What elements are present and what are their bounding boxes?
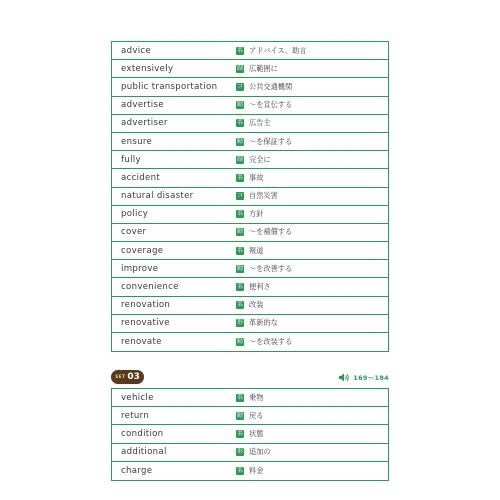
english-term: ensure	[121, 136, 153, 147]
vocab-row	[112, 444, 388, 462]
part-of-speech-badge: 副	[236, 64, 243, 72]
japanese-meaning: ～を保証する	[249, 136, 293, 146]
vocab-row	[112, 42, 388, 60]
english-term: advice	[121, 45, 152, 56]
part-of-speech-badge: 動	[236, 264, 243, 272]
japanese-meaning: ～を補償する	[249, 227, 293, 237]
vocab-row	[112, 60, 388, 78]
japanese-meaning: 革新的な	[249, 318, 278, 328]
part-of-speech-badge: 名	[236, 173, 243, 181]
vocab-row	[112, 407, 388, 425]
part-of-speech-badge: 名	[236, 466, 243, 474]
part-of-speech-badge: 名	[236, 210, 243, 218]
part-of-speech-badge: 動	[236, 338, 243, 346]
vocab-table-1	[111, 41, 389, 352]
part-of-speech-badge: 形	[236, 319, 243, 327]
part-of-speech-badge: 名	[236, 301, 243, 309]
vocab-row	[112, 115, 388, 133]
vocab-row	[112, 206, 388, 224]
english-term: convenience	[121, 282, 179, 293]
english-term: public transportation	[121, 81, 218, 92]
vocab-row	[112, 169, 388, 187]
audio-track-range: 169～184	[353, 373, 389, 382]
part-of-speech-badge: 名	[236, 429, 243, 437]
english-term: fully	[121, 154, 141, 165]
vocab-row	[112, 188, 388, 206]
japanese-meaning: 戻る	[249, 410, 264, 420]
japanese-meaning: 料金	[249, 465, 264, 475]
japanese-meaning: 広範囲に	[249, 63, 278, 73]
japanese-meaning: 完全に	[249, 154, 271, 164]
japanese-meaning: 自然災害	[249, 191, 278, 201]
english-term: vehicle	[121, 392, 154, 403]
english-term: policy	[121, 209, 149, 220]
vocab-table-2	[111, 388, 389, 481]
speaker-icon	[339, 373, 350, 382]
part-of-speech-badge: 形	[236, 448, 243, 456]
english-term: renovate	[121, 337, 162, 348]
japanese-meaning: 追加の	[249, 447, 271, 457]
part-of-speech-badge: 名	[236, 393, 243, 401]
japanese-meaning: 報道	[249, 245, 264, 255]
english-term: natural disaster	[121, 191, 194, 202]
japanese-meaning: 改装	[249, 300, 264, 310]
part-of-speech-badge: コ	[236, 82, 243, 90]
english-term: advertise	[121, 100, 164, 111]
english-term: improve	[121, 263, 159, 274]
english-term: advertiser	[121, 118, 168, 129]
japanese-meaning: 事故	[249, 172, 264, 182]
part-of-speech-badge: 副	[236, 155, 243, 163]
vocab-row	[112, 278, 388, 296]
english-term: renovative	[121, 318, 170, 329]
japanese-meaning: 便利さ	[249, 282, 271, 292]
english-term: accident	[121, 172, 161, 183]
japanese-meaning: 状態	[249, 428, 264, 438]
english-term: condition	[121, 428, 164, 439]
part-of-speech-badge: 動	[236, 228, 243, 236]
english-term: charge	[121, 465, 153, 476]
japanese-meaning: 乗物	[249, 392, 264, 402]
english-term: return	[121, 410, 150, 421]
set-label: SET	[115, 374, 126, 380]
vocab-row	[112, 260, 388, 278]
part-of-speech-badge: 動	[236, 137, 243, 145]
vocab-row	[112, 151, 388, 169]
vocab-row	[112, 333, 388, 351]
part-of-speech-badge: 名	[236, 119, 243, 127]
vocab-row	[112, 133, 388, 151]
vocab-row	[112, 97, 388, 115]
vocab-row	[112, 425, 388, 443]
japanese-meaning: アドバイス、助言	[249, 45, 307, 55]
japanese-meaning: ～を宣伝する	[249, 100, 293, 110]
vocab-row	[112, 389, 388, 407]
english-term: coverage	[121, 245, 164, 256]
japanese-meaning: ～を改装する	[249, 337, 293, 347]
part-of-speech-badge: 動	[236, 101, 243, 109]
vocab-row	[112, 297, 388, 315]
english-term: renovation	[121, 300, 171, 311]
english-term: extensively	[121, 63, 174, 74]
english-term: additional	[121, 447, 167, 458]
vocab-row	[112, 315, 388, 333]
set-badge	[111, 370, 144, 384]
japanese-meaning: ～を改善する	[249, 263, 293, 273]
audio-tracks[interactable]	[339, 371, 389, 383]
part-of-speech-badge: 名	[236, 246, 243, 254]
part-of-speech-badge: 動	[236, 411, 243, 419]
part-of-speech-badge: コ	[236, 192, 243, 200]
part-of-speech-badge: 名	[236, 283, 243, 291]
vocab-row	[112, 242, 388, 260]
japanese-meaning: 広告主	[249, 118, 271, 128]
japanese-meaning: 公共交通機関	[249, 81, 293, 91]
set-number: 03	[127, 372, 140, 382]
part-of-speech-badge: 名	[236, 46, 243, 54]
japanese-meaning: 方針	[249, 209, 264, 219]
vocab-row	[112, 462, 388, 480]
set-header	[111, 370, 389, 384]
english-term: cover	[121, 227, 147, 238]
vocab-row	[112, 224, 388, 242]
vocab-row	[112, 78, 388, 96]
